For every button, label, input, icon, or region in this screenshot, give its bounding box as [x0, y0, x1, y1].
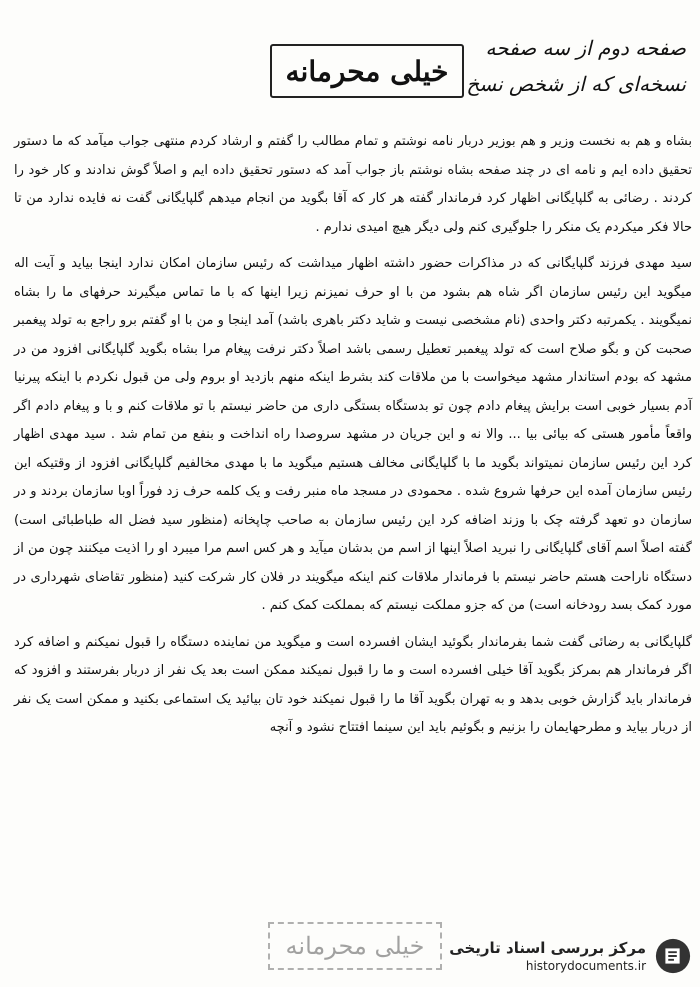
- classification-stamp-text: خیلی محرمانه: [285, 54, 449, 88]
- handwritten-note: [446, 30, 686, 102]
- handwritten-note-line-2: نسخه‌ای که از شخص نسخ: [466, 72, 686, 96]
- archive-logo-icon: [654, 937, 692, 975]
- paragraph-1: بشاه و هم به نخست وزیر و هم بوزیر دربار نامه نوشتم و تمام مطالب را گفتم و ارشاد کردم منتهی جواب میآمد که ما دستور تحقیق داده ایم و نامه ای در چند صفحه بشاه نوشتم باز جواب آمد که دستور تحقیق داده ایم و اصلاً گوش ندادند و کار خود را کردند . رضائی به گلپایگانی اظهار کرد فرماندار گفته هر کار که آقا بگوید من انجام میدهم گلپایگانی گفت نه فایده ندارد من تا حالا فکر میکردم یک منکر را جلوگیری کنم ولی دیگر هیچ امیدی ندارم .: [14, 134, 692, 235]
- watermark-url: historydocuments.ir: [525, 959, 646, 973]
- watermark-org: مرکز بررسی اسناد تاریخی: [449, 939, 646, 957]
- classification-stamp: [270, 44, 464, 98]
- paragraph-2: سید مهدی فرزند گلپایگانی که در مذاکرات حضور داشته اظهار میداشت که رئیس سازمان امکان ندارد اینجا بیاید و آیت اله میگوید این رئیس سازمان اگر شاه هم بشود من با او حرف نمیزنم زیرا اینها که با ما تماس میگیرند حرفهای ما را بشاه نمیگویند . یکمرتبه دکتر واحدی (نام مشخصی نیست و شاید دکتر باهری باشد) آمد اینجا و من با او گفتم برو راجع به تولد پیغمبر صحبت کن و بگو صلاح است که تولد پیغمبر تعطیل رسمی باشد اصلاً دکتر نرفت پیغام مرا بشاه بگوید گلپایگانی افزود من در مشهد که بودم استاندار مشهد میخواست با من ملاقات کند بشرط اینکه منهم بازدید او بروم ولی من قبول نکردم با اینکه پیرنیا آدم بسیار خوبی است برایش پیغام دادم چون تو بدستگاه بستگی داری من حاضر نیستم با تو ملاقات کنم و با و پیغام دادم اگر واقعاً مأمور هستی که بیائی بیا ... والا نه و این جریان در مشهد سروصدا راه انداخت و بنفع من تمام شد . سید مهدی اظهار کرد این رئیس سازمان نمیتواند بگوید ما با گلپایگانی مخالف هستیم میگوید ما با مهدی مخالفیم گلپایگانی افزود از وقتیکه این رئیس سازمان آمده این حرفها شروع شده . محمودی در مسجد ماه منبر رفت و یک کلمه حرف زد فوراً اوبا سازمان بردند و در سازمان دو تعهد گرفته چک با وزند اضافه کرد این رئیس سازمان به صاحب چاپخانه (منظور سید فضل اله طباطبائی است) گفته اصلاً اسم آقای گلپایگانی را نبرید اصلاً اینها از اسم من بدشان میآید و هر کس اسم مرا میبرد او را اذیت میکنند چون من از دستگاه ناراحت هستم حاضر نیستم با فرماندار ملاقات کنم اینکه میگویند در فلان کار شرکت کنید (منظور تقاضای شهرداری در مورد کمک بسد رودخانه است) من که جزو مملکت نیستم که بمملکت کمک کنم .: [14, 256, 692, 613]
- paragraph-3: گلپایگانی به رضائی گفت شما بفرماندار بگوئید ایشان افسرده است و میگوید من نماینده دستگاه را قبول نمیکنم و اضافه کرد اگر فرماندار هم بمرکز بگوید آقا خیلی افسرده است و ما را قبول نمیکند ممکن است بعد یک نفر از دربار بفرستند و افزود که فرماندار باید گزارش خوبی بدهد و به تهران بگوید آقا ما را قبول نمیکند خود تان بیائید یک استماعی بکنید و ممکن است یک نفر از دربار بیاید و مطرحهایمان را بزنیم و بگوئیم باید این سینما افتتاح نشود و آنچه: [14, 634, 692, 735]
- document-body: [14, 128, 692, 743]
- watermark: [449, 937, 692, 975]
- handwritten-note-line-1: صفحه دوم از سه صفحه: [485, 36, 686, 60]
- watermark-text: [449, 938, 646, 974]
- bottom-stamp: [268, 922, 442, 970]
- bottom-stamp-text: خیلی محرمانه: [285, 932, 425, 960]
